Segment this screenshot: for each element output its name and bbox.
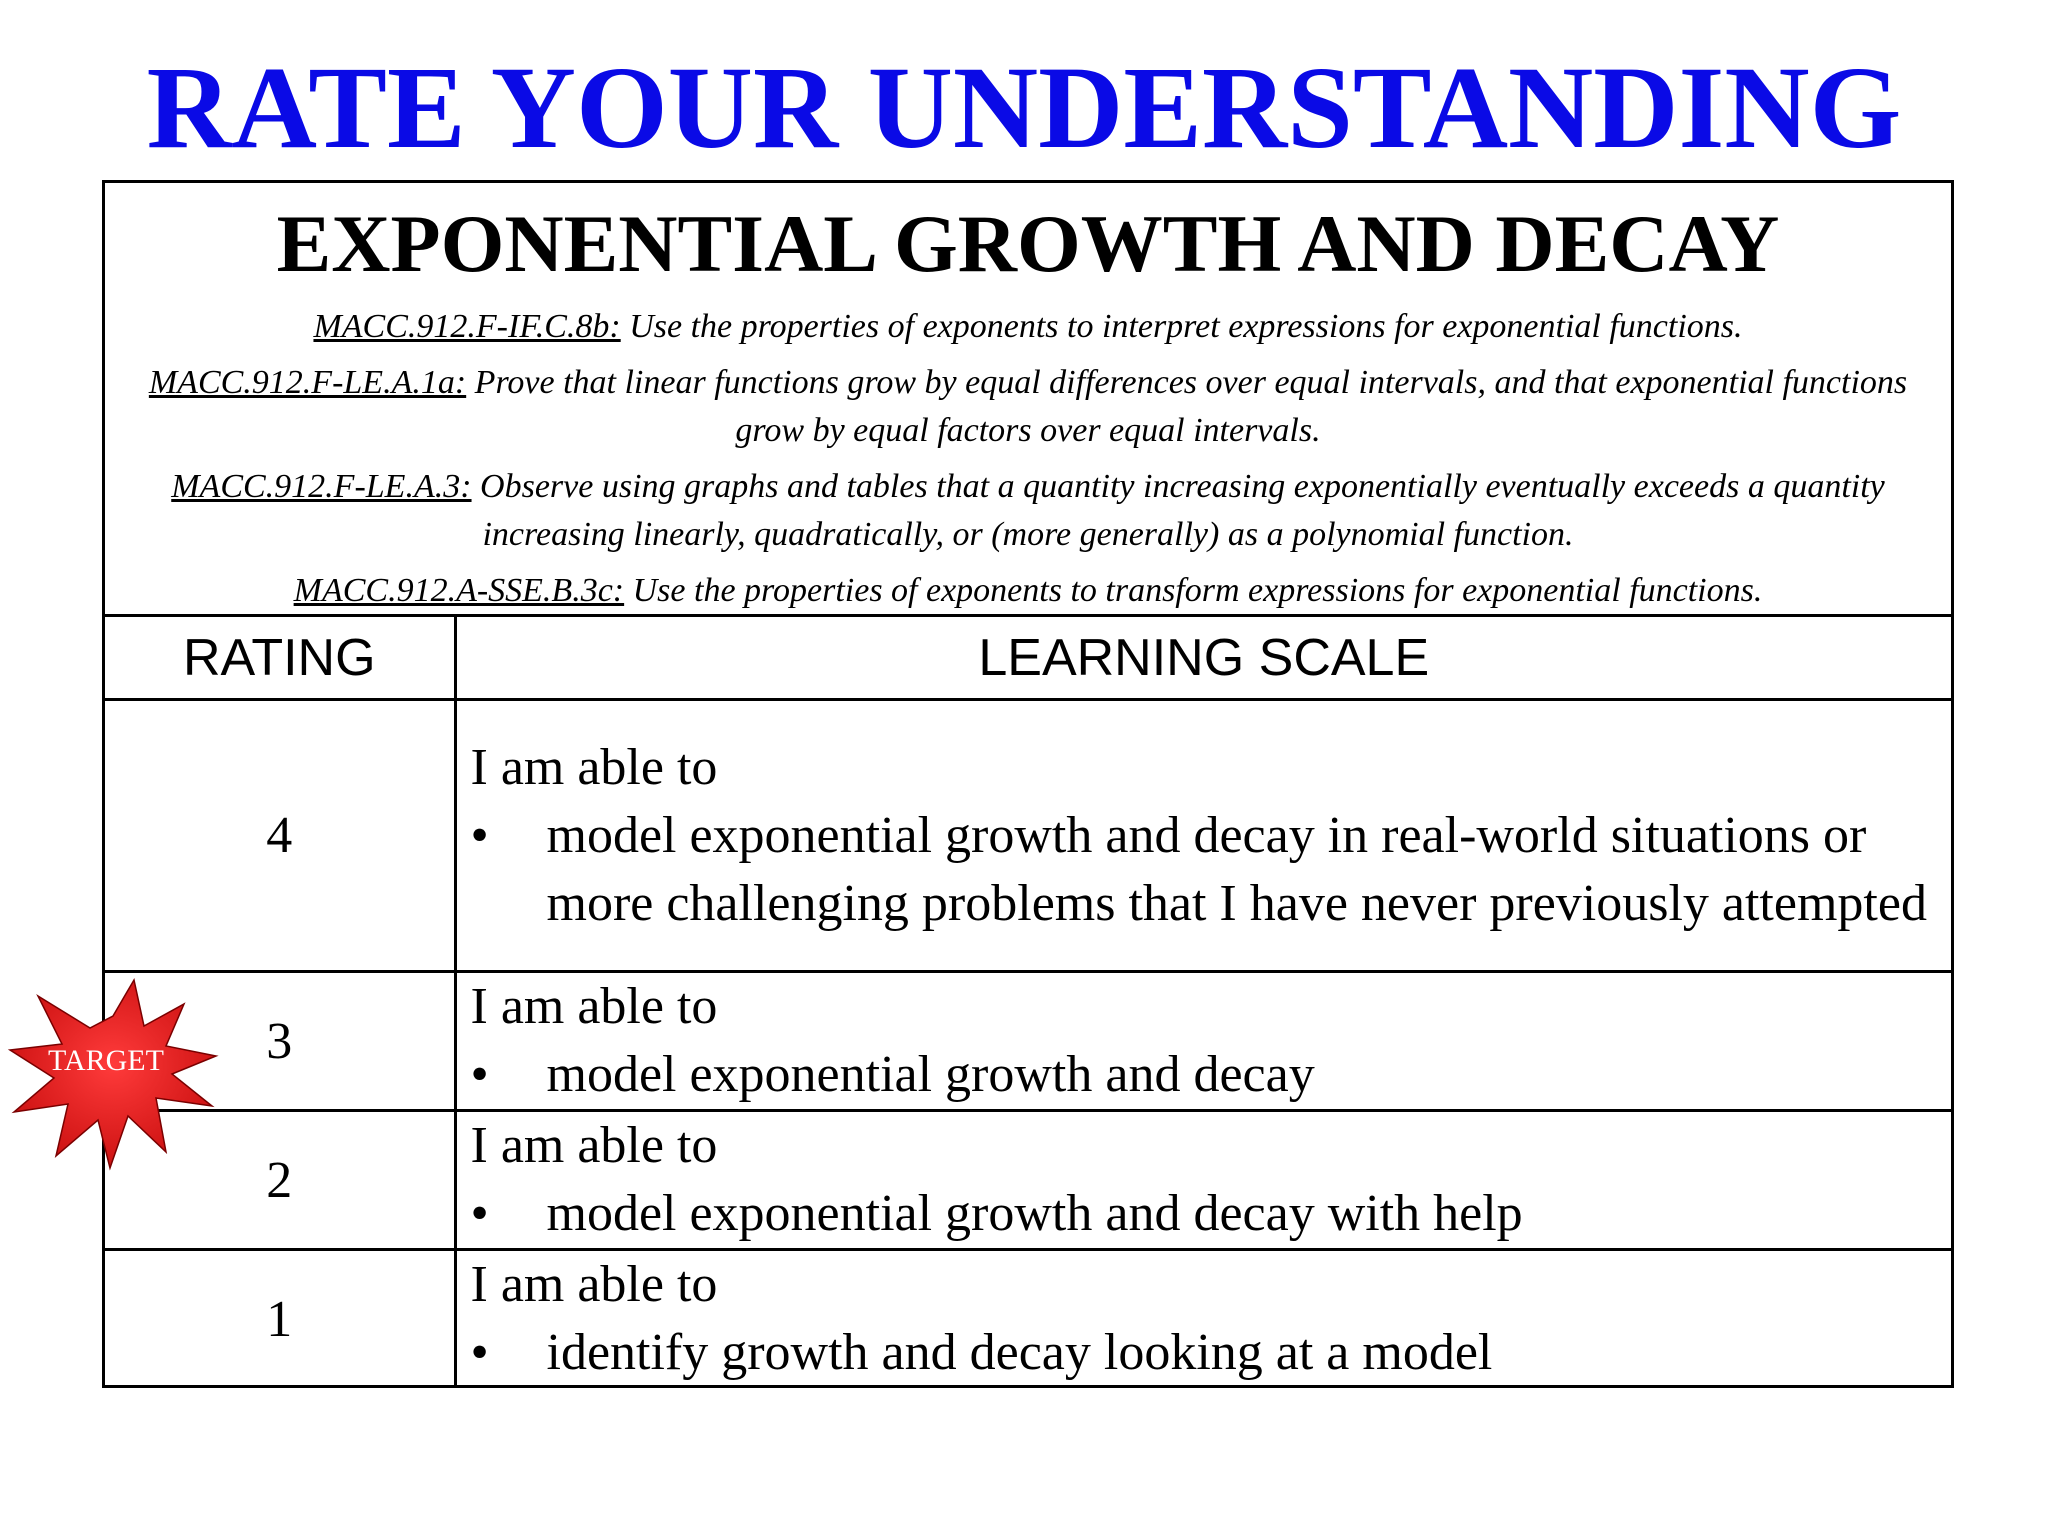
standard-text: Prove that linear functions grow by equal differences over equal intervals, and that exponential functions grow by equal factors over equal intervals. [466,364,1908,449]
row-intro: I am able to [470,738,718,796]
standard-3 [105,463,1951,559]
scale-description [455,1250,1951,1388]
target-badge-label: TARGET [48,1044,164,1077]
scale-description [455,700,1951,972]
table-header-row [105,617,1951,700]
scale-description [455,1111,1951,1250]
standard-code: MACC.912.F-IF.C.8b: [313,308,621,345]
row-item: model exponential growth and decay with help [546,1185,1523,1242]
bullet-icon: • [470,1185,489,1242]
standard-4 [105,567,1951,615]
standard-2 [105,359,1951,455]
rating-value: 4 [105,700,455,972]
standard-text: Use the properties of exponents to interpret expressions for exponential functions. [620,308,1743,345]
rating-column-header: RATING [105,617,455,700]
rating-value: 1 [105,1250,455,1388]
row-item: model exponential growth and decay [546,1046,1315,1103]
page-title: RATE YOUR UNDERSTANDING [146,42,1902,173]
rating-value: 3 [105,972,455,1111]
bullet-icon: • [470,1324,489,1381]
row-intro: I am able to [470,1256,718,1313]
table-row [105,700,1951,972]
scale-column-header: LEARNING SCALE [455,617,1951,700]
learning-scale-table [105,617,1951,1387]
rating-value: 2 [105,1111,455,1250]
standard-text: Use the properties of exponents to transform expressions for exponential functions. [624,572,1763,609]
row-item: identify growth and decay looking at a model [546,1324,1493,1381]
standard-code: MACC.912.F-LE.A.3: [171,468,472,505]
scale-description [455,972,1951,1111]
table-row [105,972,1951,1111]
standard-text: Observe using graphs and tables that a quantity increasing exponentially eventually exceeds a quantity increasing linearly, quadratically, or (more generally) as a polynomial function. [471,468,1885,553]
table-row [105,1250,1951,1388]
bullet-icon: • [470,1046,489,1103]
standard-1 [105,303,1951,351]
row-intro: I am able to [470,978,718,1035]
row-intro: I am able to [470,1117,718,1174]
learning-scale-card [102,180,1954,1388]
standard-code: MACC.912.A-SSE.B.3c: [293,572,625,609]
standards-header [105,183,1951,617]
bullet-icon: • [470,806,489,864]
standard-code: MACC.912.F-LE.A.1a: [148,364,467,401]
subject-heading: EXPONENTIAL GROWTH AND DECAY [276,198,1780,289]
table-row [105,1111,1951,1250]
row-item: model exponential growth and decay in real-world situations or more challenging problems that I have never previously attempted [546,806,1927,932]
